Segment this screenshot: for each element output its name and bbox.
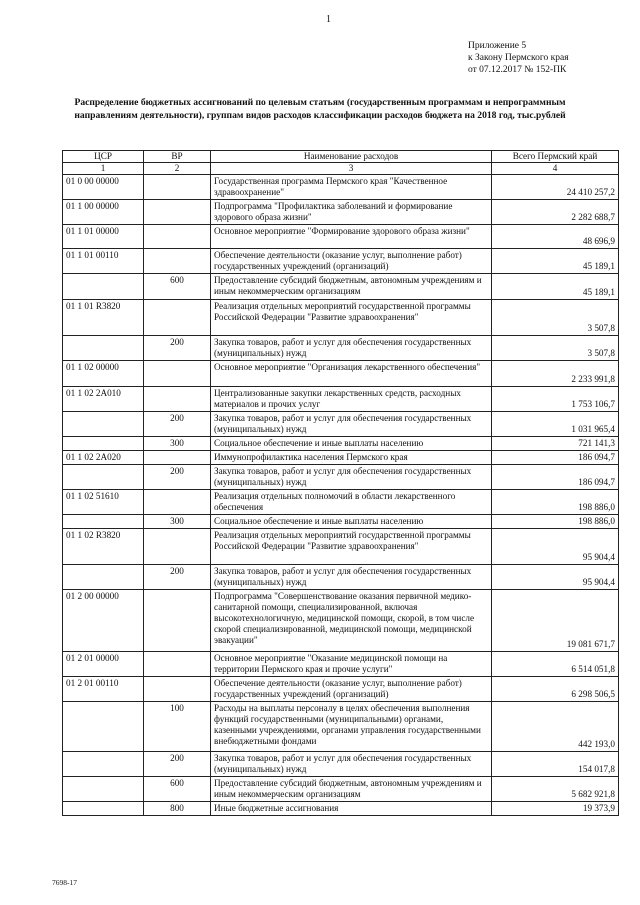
table-row <box>63 437 619 451</box>
cell-name: Обеспечение деятельности (оказание услуг, выполнение работ) государственных учреждений (организаций) <box>211 677 492 702</box>
index-name: 3 <box>211 163 492 175</box>
cell-csr: 01 1 02 51610 <box>63 490 144 515</box>
table-row <box>63 274 619 300</box>
cell-vr: 800 <box>144 802 211 816</box>
cell-name: Централизованные закупки лекарственных средств, расходных материалов и прочих услуг <box>211 387 492 412</box>
cell-vr <box>144 175 211 200</box>
cell-sum: 186 094,7 <box>492 451 619 465</box>
cell-sum: 19 081 671,7 <box>492 590 619 652</box>
cell-name: Закупка товаров, работ и услуг для обеспечения государственных (муниципальных) нужд <box>211 465 492 490</box>
cell-vr <box>144 200 211 225</box>
cell-sum: 5 682 921,8 <box>492 777 619 802</box>
cell-csr: 01 1 01 00000 <box>63 225 144 249</box>
cell-sum: 3 507,8 <box>492 336 619 361</box>
appendix-line: Приложение 5 <box>468 41 527 51</box>
cell-name: Закупка товаров, работ и услуг для обеспечения государственных (муниципальных) нужд <box>211 412 492 437</box>
cell-csr <box>63 802 144 816</box>
cell-sum: 186 094,7 <box>492 465 619 490</box>
table-row <box>63 702 619 752</box>
cell-vr: 200 <box>144 752 211 777</box>
table-row <box>63 465 619 490</box>
cell-name: Реализация отдельных полномочий в области лекарственного обеспечения <box>211 490 492 515</box>
budget-table <box>62 150 619 816</box>
appendix-line: к Закону Пермского края <box>468 53 569 63</box>
index-row <box>63 163 619 175</box>
cell-vr <box>144 529 211 565</box>
cell-vr: 300 <box>144 515 211 529</box>
cell-sum: 198 886,0 <box>492 515 619 529</box>
header-sum: Всего Пермский край <box>492 151 619 163</box>
cell-vr <box>144 490 211 515</box>
cell-csr <box>63 336 144 361</box>
header-csr: ЦСР <box>63 151 144 163</box>
cell-vr: 200 <box>144 465 211 490</box>
table-row <box>63 802 619 816</box>
index-sum: 4 <box>492 163 619 175</box>
table-row <box>63 590 619 652</box>
table-row <box>63 300 619 336</box>
cell-name: Иммунопрофилактика населения Пермского края <box>211 451 492 465</box>
cell-csr <box>63 437 144 451</box>
cell-vr: 600 <box>144 777 211 802</box>
cell-name: Закупка товаров, работ и услуг для обеспечения государственных (муниципальных) нужд <box>211 336 492 361</box>
cell-vr: 300 <box>144 437 211 451</box>
cell-vr <box>144 677 211 702</box>
cell-csr: 01 0 00 00000 <box>63 175 144 200</box>
cell-csr <box>63 565 144 590</box>
index-vr: 2 <box>144 163 211 175</box>
page-number: 1 <box>326 14 331 25</box>
table-row <box>63 677 619 702</box>
table-row <box>63 490 619 515</box>
cell-csr <box>63 702 144 752</box>
table-row <box>63 336 619 361</box>
cell-csr <box>63 412 144 437</box>
cell-csr <box>63 752 144 777</box>
cell-name: Основное мероприятие "Оказание медицинской помощи на территории Пермского края и прочие услуги" <box>211 652 492 677</box>
table-row <box>63 412 619 437</box>
cell-vr: 200 <box>144 336 211 361</box>
cell-csr: 01 1 00 00000 <box>63 200 144 225</box>
cell-name: Иные бюджетные ассигнования <box>211 802 492 816</box>
cell-name: Предоставление субсидий бюджетным, автономным учреждениям и иным некоммерческим организациям <box>211 777 492 802</box>
cell-vr <box>144 387 211 412</box>
cell-name: Реализация отдельных мероприятий государственной программы Российской Федерации "Развитие здравоохранения" <box>211 300 492 336</box>
cell-vr <box>144 451 211 465</box>
cell-csr: 01 2 01 00000 <box>63 652 144 677</box>
table-row <box>63 652 619 677</box>
cell-csr <box>63 465 144 490</box>
cell-name: Закупка товаров, работ и услуг для обеспечения государственных (муниципальных) нужд <box>211 565 492 590</box>
cell-vr: 100 <box>144 702 211 752</box>
table-row <box>63 777 619 802</box>
cell-sum: 6 298 506,5 <box>492 677 619 702</box>
cell-sum: 95 904,4 <box>492 529 619 565</box>
cell-vr <box>144 225 211 249</box>
cell-csr <box>63 515 144 529</box>
cell-csr <box>63 777 144 802</box>
cell-csr: 01 1 01 00110 <box>63 249 144 274</box>
appendix-reference <box>468 40 628 76</box>
title-line: направлениям деятельности), группам видов расходов классификации расходов бюджета на 2018 год, тыс.рублей <box>74 110 566 121</box>
cell-name: Основное мероприятие "Организация лекарственного обеспечения" <box>211 361 492 387</box>
cell-vr: 200 <box>144 565 211 590</box>
table-row <box>63 361 619 387</box>
cell-vr <box>144 300 211 336</box>
cell-vr <box>144 361 211 387</box>
cell-name: Социальное обеспечение и иные выплаты населению <box>211 515 492 529</box>
cell-sum: 45 189,1 <box>492 274 619 300</box>
cell-name: Расходы на выплаты персоналу в целях обеспечения выполнения функций государственными (муниципальными) органами, казенными учреждениями, органами управления государственными внебюджетными фондами <box>211 702 492 752</box>
cell-name: Подпрограмма "Совершенствование оказания первичной медико-санитарной помощи, специализированной, включая высокотехнологичную, медицинской помощи, скорой, в том числе скорой специализированной, медицинской помощи, медицинской эвакуации" <box>211 590 492 652</box>
cell-name: Закупка товаров, работ и услуг для обеспечения государственных (муниципальных) нужд <box>211 752 492 777</box>
cell-sum: 1 031 965,4 <box>492 412 619 437</box>
cell-sum: 19 373,9 <box>492 802 619 816</box>
cell-name: Государственная программа Пермского края "Качественное здравоохранение" <box>211 175 492 200</box>
cell-sum: 24 410 257,2 <box>492 175 619 200</box>
cell-sum: 95 904,4 <box>492 565 619 590</box>
cell-sum: 1 753 106,7 <box>492 387 619 412</box>
cell-sum: 2 233 991,8 <box>492 361 619 387</box>
cell-vr: 600 <box>144 274 211 300</box>
title-line: Распределение бюджетных ассигнований по целевым статьям (государственным программам и непрограммным <box>74 97 566 108</box>
table-row <box>63 529 619 565</box>
cell-csr: 01 1 02 2А020 <box>63 451 144 465</box>
table-row <box>63 175 619 200</box>
index-csr: 1 <box>63 163 144 175</box>
cell-sum: 154 017,8 <box>492 752 619 777</box>
cell-vr <box>144 652 211 677</box>
table-row <box>63 249 619 274</box>
document-code: 7698-17 <box>52 878 77 887</box>
cell-csr: 01 2 00 00000 <box>63 590 144 652</box>
table-row <box>63 387 619 412</box>
cell-name: Реализация отдельных мероприятий государственной программы Российской Федерации "Развитие здравоохранения" <box>211 529 492 565</box>
appendix-line: от 07.12.2017 № 152-ПК <box>468 65 567 75</box>
cell-sum: 6 514 051,8 <box>492 652 619 677</box>
cell-csr: 01 1 01 R3820 <box>63 300 144 336</box>
cell-sum: 721 141,3 <box>492 437 619 451</box>
table-row <box>63 451 619 465</box>
cell-vr: 200 <box>144 412 211 437</box>
cell-name: Обеспечение деятельности (оказание услуг, выполнение работ) государственных учреждений (организаций) <box>211 249 492 274</box>
cell-sum: 3 507,8 <box>492 300 619 336</box>
cell-vr <box>144 249 211 274</box>
cell-sum: 2 282 688,7 <box>492 200 619 225</box>
cell-sum: 442 193,0 <box>492 702 619 752</box>
cell-vr <box>144 590 211 652</box>
cell-csr: 01 1 02 2А010 <box>63 387 144 412</box>
header-name: Наименование расходов <box>211 151 492 163</box>
cell-sum: 48 696,9 <box>492 225 619 249</box>
cell-csr: 01 1 02 R3820 <box>63 529 144 565</box>
cell-sum: 198 886,0 <box>492 490 619 515</box>
cell-name: Социальное обеспечение и иные выплаты населению <box>211 437 492 451</box>
cell-name: Предоставление субсидий бюджетным, автономным учреждениям и иным некоммерческим организациям <box>211 274 492 300</box>
document-title <box>40 96 600 122</box>
cell-name: Подпрограмма "Профилактика заболеваний и формирование здорового образа жизни" <box>211 200 492 225</box>
table-row <box>63 565 619 590</box>
table-row <box>63 515 619 529</box>
cell-name: Основное мероприятие "Формирование здорового образа жизни" <box>211 225 492 249</box>
cell-csr: 01 2 01 00110 <box>63 677 144 702</box>
cell-csr: 01 1 02 00000 <box>63 361 144 387</box>
header-row <box>63 151 619 163</box>
table-row <box>63 225 619 249</box>
cell-sum: 45 189,1 <box>492 249 619 274</box>
table-row <box>63 200 619 225</box>
header-vr: ВР <box>144 151 211 163</box>
table-row <box>63 752 619 777</box>
cell-csr <box>63 274 144 300</box>
